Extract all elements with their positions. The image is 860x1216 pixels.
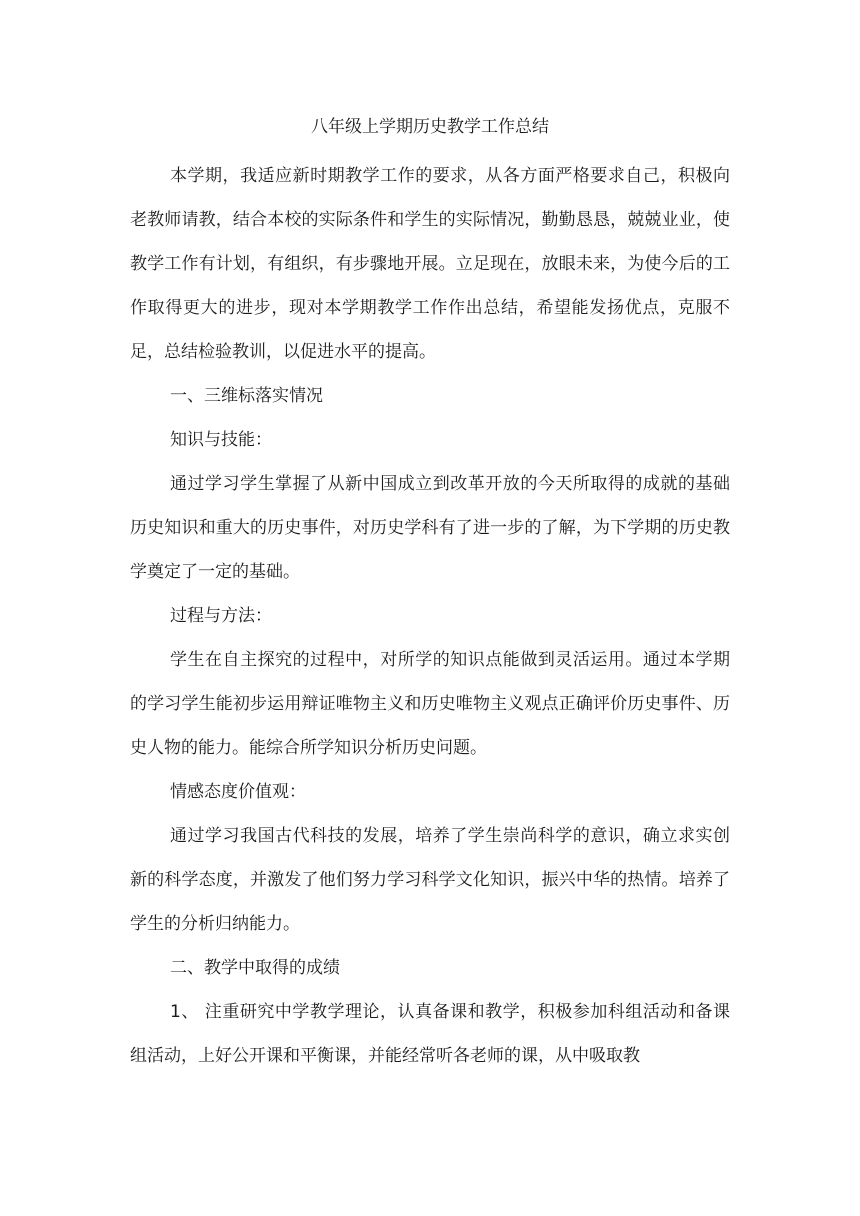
paragraph-knowledge-skills: 通过学习学生掌握了从新中国成立到改革开放的今天所取得的成就的基础历史知识和重大的历史事件，对历史学科有了进一步的了解，为下学期的历史教学奠定了一定的基础。 bbox=[130, 474, 730, 582]
paragraph-emotion-values: 通过学习我国古代科技的发展，培养了学生崇尚科学的意识，确立求实创新的科学态度，并激发了他们努力学习科学文化知识，振兴中华的热情。培养了学生的分析归纳能力。 bbox=[130, 826, 730, 934]
subheading-emotion-values: 情感态度价值观： bbox=[170, 782, 306, 802]
document-page bbox=[130, 112, 730, 1078]
subheading-process-methods: 过程与方法： bbox=[170, 606, 272, 626]
section-heading-2: 二、教学中取得的成绩 bbox=[170, 958, 340, 978]
paragraph-item-1: 1、 注重研究中学教学理论，认真备课和教学，积极参加科组活动和备课组活动，上好公开课和平衡课，并能经常听各老师的课，从中吸取教 bbox=[130, 1002, 730, 1066]
paragraph-process-methods: 学生在自主探究的过程中，对所学的知识点能做到灵活运用。通过本学期的学习学生能初步运用辩证唯物主义和历史唯物主义观点正确评价历史事件、历史人物的能力。能综合所学知识分析历史问题。 bbox=[130, 650, 730, 758]
paragraph-intro: 本学期，我适应新时期教学工作的要求，从各方面严格要求自己，积极向老教师请教，结合本校的实际条件和学生的实际情况，勤勤恳恳，兢兢业业，使教学工作有计划，有组织，有步骤地开展。立足现在，放眼未来，为使今后的工作取得更大的进步，现对本学期教学工作作出总结，希望能发扬优点，克服不足，总结检验教训，以促进水平的提高。 bbox=[130, 166, 730, 362]
subheading-knowledge-skills: 知识与技能： bbox=[170, 430, 272, 450]
section-heading-1: 一、三维标落实情况 bbox=[170, 386, 323, 406]
document-title: 八年级上学期历史教学工作总结 bbox=[311, 117, 549, 137]
